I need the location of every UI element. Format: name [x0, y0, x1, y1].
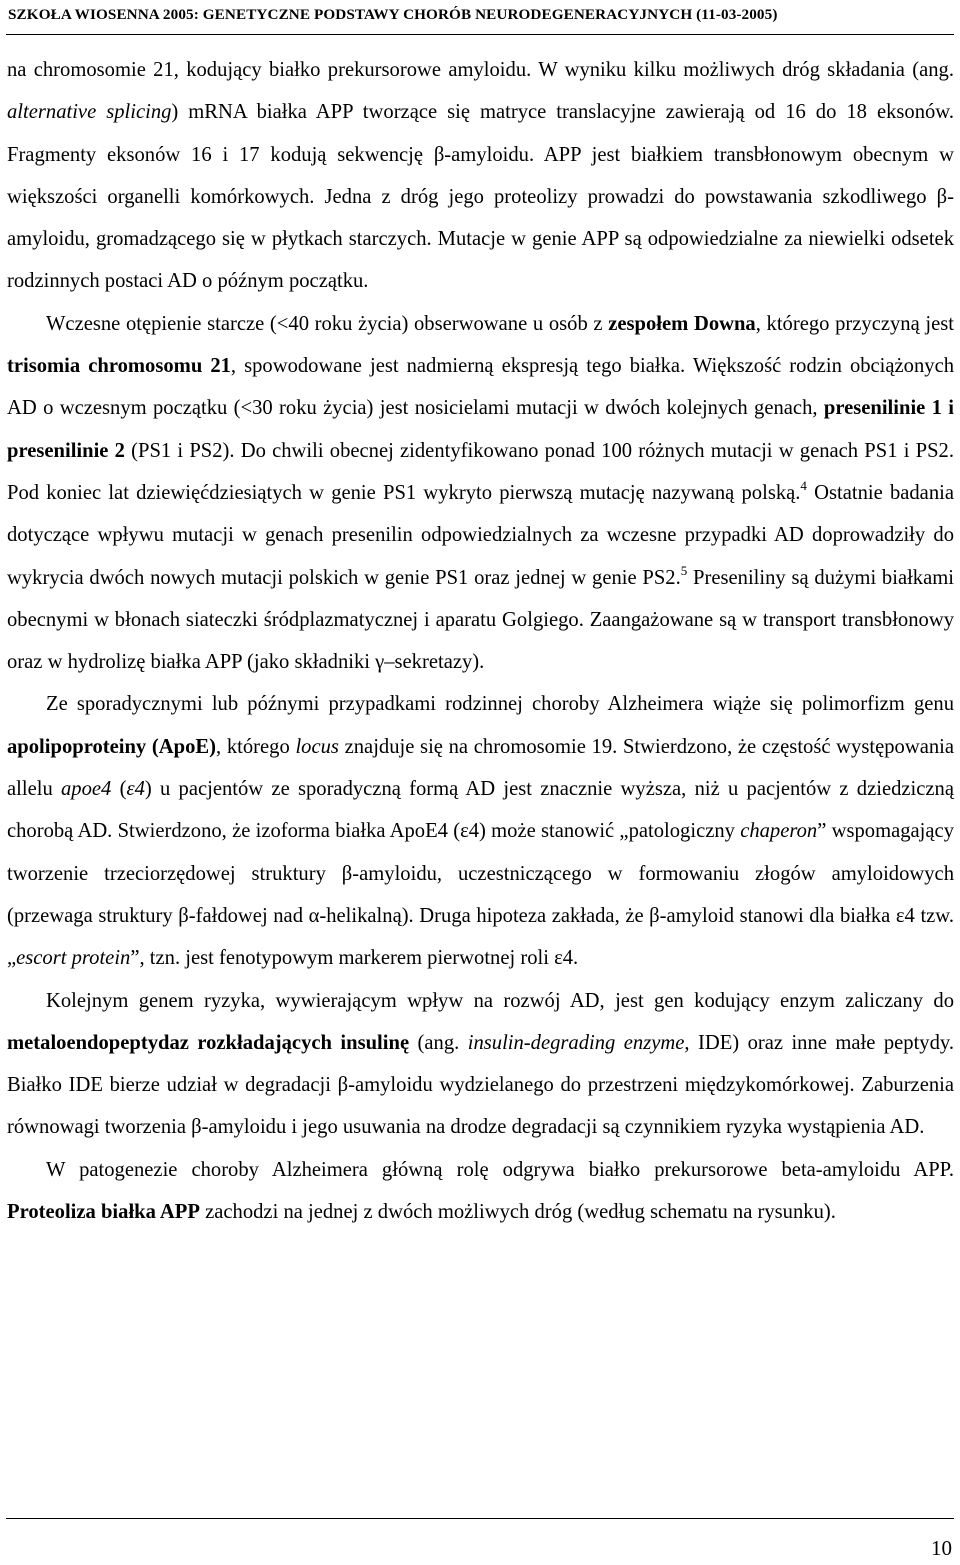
text-run: (ang. [409, 1031, 468, 1054]
text-run: Wczesne otępienie starcze (<40 roku życia) obserwowane u osób z [46, 312, 609, 335]
italic-term: escort protein [16, 947, 131, 970]
bold-term: trisomia chromosomu 21 [7, 355, 231, 378]
text-run: na chromosomie 21, kodujący białko prekursorowe amyloidu. W wyniku kilku możliwych dróg składania (ang. [7, 59, 954, 81]
running-header: SZKOŁA WIOSENNA 2005: GENETYCZNE PODSTAWY CHORÓB NEURODEGENERACYJNYCH (11-03-2005) [8, 6, 778, 23]
italic-term: locus [295, 735, 339, 758]
footer-rule [6, 1518, 954, 1519]
italic-term: ε4 [126, 778, 145, 801]
text-run: Preseniliny są dużymi białkami obecnymi w błonach siateczki śródplazmatycznej i aparatu Golgiego. Zaangażowane są w transport transbłonowy oraz w hydrolizę białka APP (jako składniki γ–sekretazy). [7, 566, 954, 674]
bold-term: presenilinie 1 i presenilinie 2 [7, 397, 954, 462]
document-body [7, 49, 954, 1233]
paragraph-apoe [7, 683, 954, 979]
italic-term: apoe4 [61, 778, 112, 801]
header-rule [6, 34, 954, 35]
text-run: ”, tzn. jest fenotypowym markerem pierwotnej roli ε4. [130, 947, 579, 970]
text-run: W patogenezie choroby Alzheimera główną rolę odgrywa białko prekursorowe beta-amyloidu APP. [46, 1158, 954, 1181]
text-run: Kolejnym genem ryzyka, wywierającym wpływ na rozwój AD, jest gen kodujący enzym zaliczany do [46, 989, 954, 1012]
bold-term: apolipoproteiny (ApoE) [7, 735, 216, 758]
text-run: Ze sporadycznymi lub późnymi przypadkami rodzinnej choroby Alzheimera wiąże się polimorfizm genu [46, 693, 954, 716]
text-run: , którego przyczyną jest [755, 312, 954, 335]
bold-term: Proteoliza białka APP [7, 1201, 200, 1224]
italic-term: insulin-degrading enzyme [467, 1031, 685, 1054]
bold-term: metaloendopeptydaz rozkładających insulinę [7, 1031, 410, 1054]
text-run: , IDE) oraz inne małe peptydy. Białko IDE bierze udział w degradacji β-amyloidu wydzielanego do przestrzeni międzykomórkowej. Zaburzenia równowagi tworzenia β-amyloidu i jego usuwania na drodze degradacji są czynnikiem ryzyka wystąpienia AD. [7, 1031, 954, 1139]
paragraph-ide [7, 980, 954, 1149]
text-run: ( [111, 778, 127, 801]
text-run: znajduje się na chromosomie 19. Stwierdzono, że częstość występowania allelu [7, 735, 954, 801]
text-run: ) u pacjentów ze sporadyczną formą AD jest znacznie wyższa, niż u pacjentów z dziedziczną chorobą AD. Stwierdzono, że izoforma białka ApoE4 (ε4) może stanowić „patologiczny [7, 778, 954, 843]
paragraph-presenilins [7, 303, 954, 684]
text-run: , spowodowane jest nadmierną ekspresją tego białka. Większość rodzin obciążonych AD o wczesnym początku (<30 roku życia) jest nosicielami mutacji w dwóch kolejnych genach, [7, 355, 955, 420]
text-run: zachodzi na jednej z dwóch możliwych dróg (według schematu na rysunku). [199, 1201, 836, 1224]
text-run: Ostatnie badania dotyczące wpływu mutacji w genach presenilin odpowiedzialnych za wczesne przypadki AD doprowadziły do wykrycia dwóch nowych mutacji polskich w genie PS1 oraz jednej w genie PS2. [7, 481, 954, 589]
text-run: ” wspomagający tworzenie trzeciorzędowej struktury β-amyloidu, uczestniczącego w formowaniu złogów amyloidowych (przewaga struktury β-fałdowej nad α-helikalną). Druga hipoteza zakłada, że β-amyloid stanowi dla białka ε4 tzw. „ [7, 820, 954, 970]
italic-term: alternative splicing [7, 101, 172, 124]
italic-term: chaperon [740, 820, 818, 843]
text-run: , którego [216, 735, 296, 758]
paragraph-app-gene [7, 49, 954, 303]
text-run: ) mRNA białka APP tworzące się matryce translacyjne zawierają od 16 do 18 eksonów. Fragmenty eksonów 16 i 17 kodują sekwencję β-amyloidu. APP jest białkiem transbłonowym obecnym w większości organelli komórkowych. Jedna z dróg jego proteolizy prowadzi do powstawania szkodliwego β-amyloidu, gromadzącego się w płytkach starczych. Mutacje w genie APP są odpowiedzialne za niewielki odsetek rodzinnych postaci AD o późnym początku. [7, 101, 954, 293]
page-number: 10 [931, 1536, 952, 1560]
footnote-reference: 5 [680, 562, 688, 578]
paragraph-app-proteolysis [7, 1149, 954, 1234]
bold-term: zespołem Downa [608, 312, 756, 335]
text-run: (PS1 i PS2). Do chwili obecnej zidentyfikowano ponad 100 różnych mutacji w genach PS1 i PS2. Pod koniec lat dziewięćdziesiątych w genie PS1 wykryto pierwszą mutację nazywaną polską. [7, 439, 954, 504]
footnote-reference: 4 [800, 477, 807, 493]
